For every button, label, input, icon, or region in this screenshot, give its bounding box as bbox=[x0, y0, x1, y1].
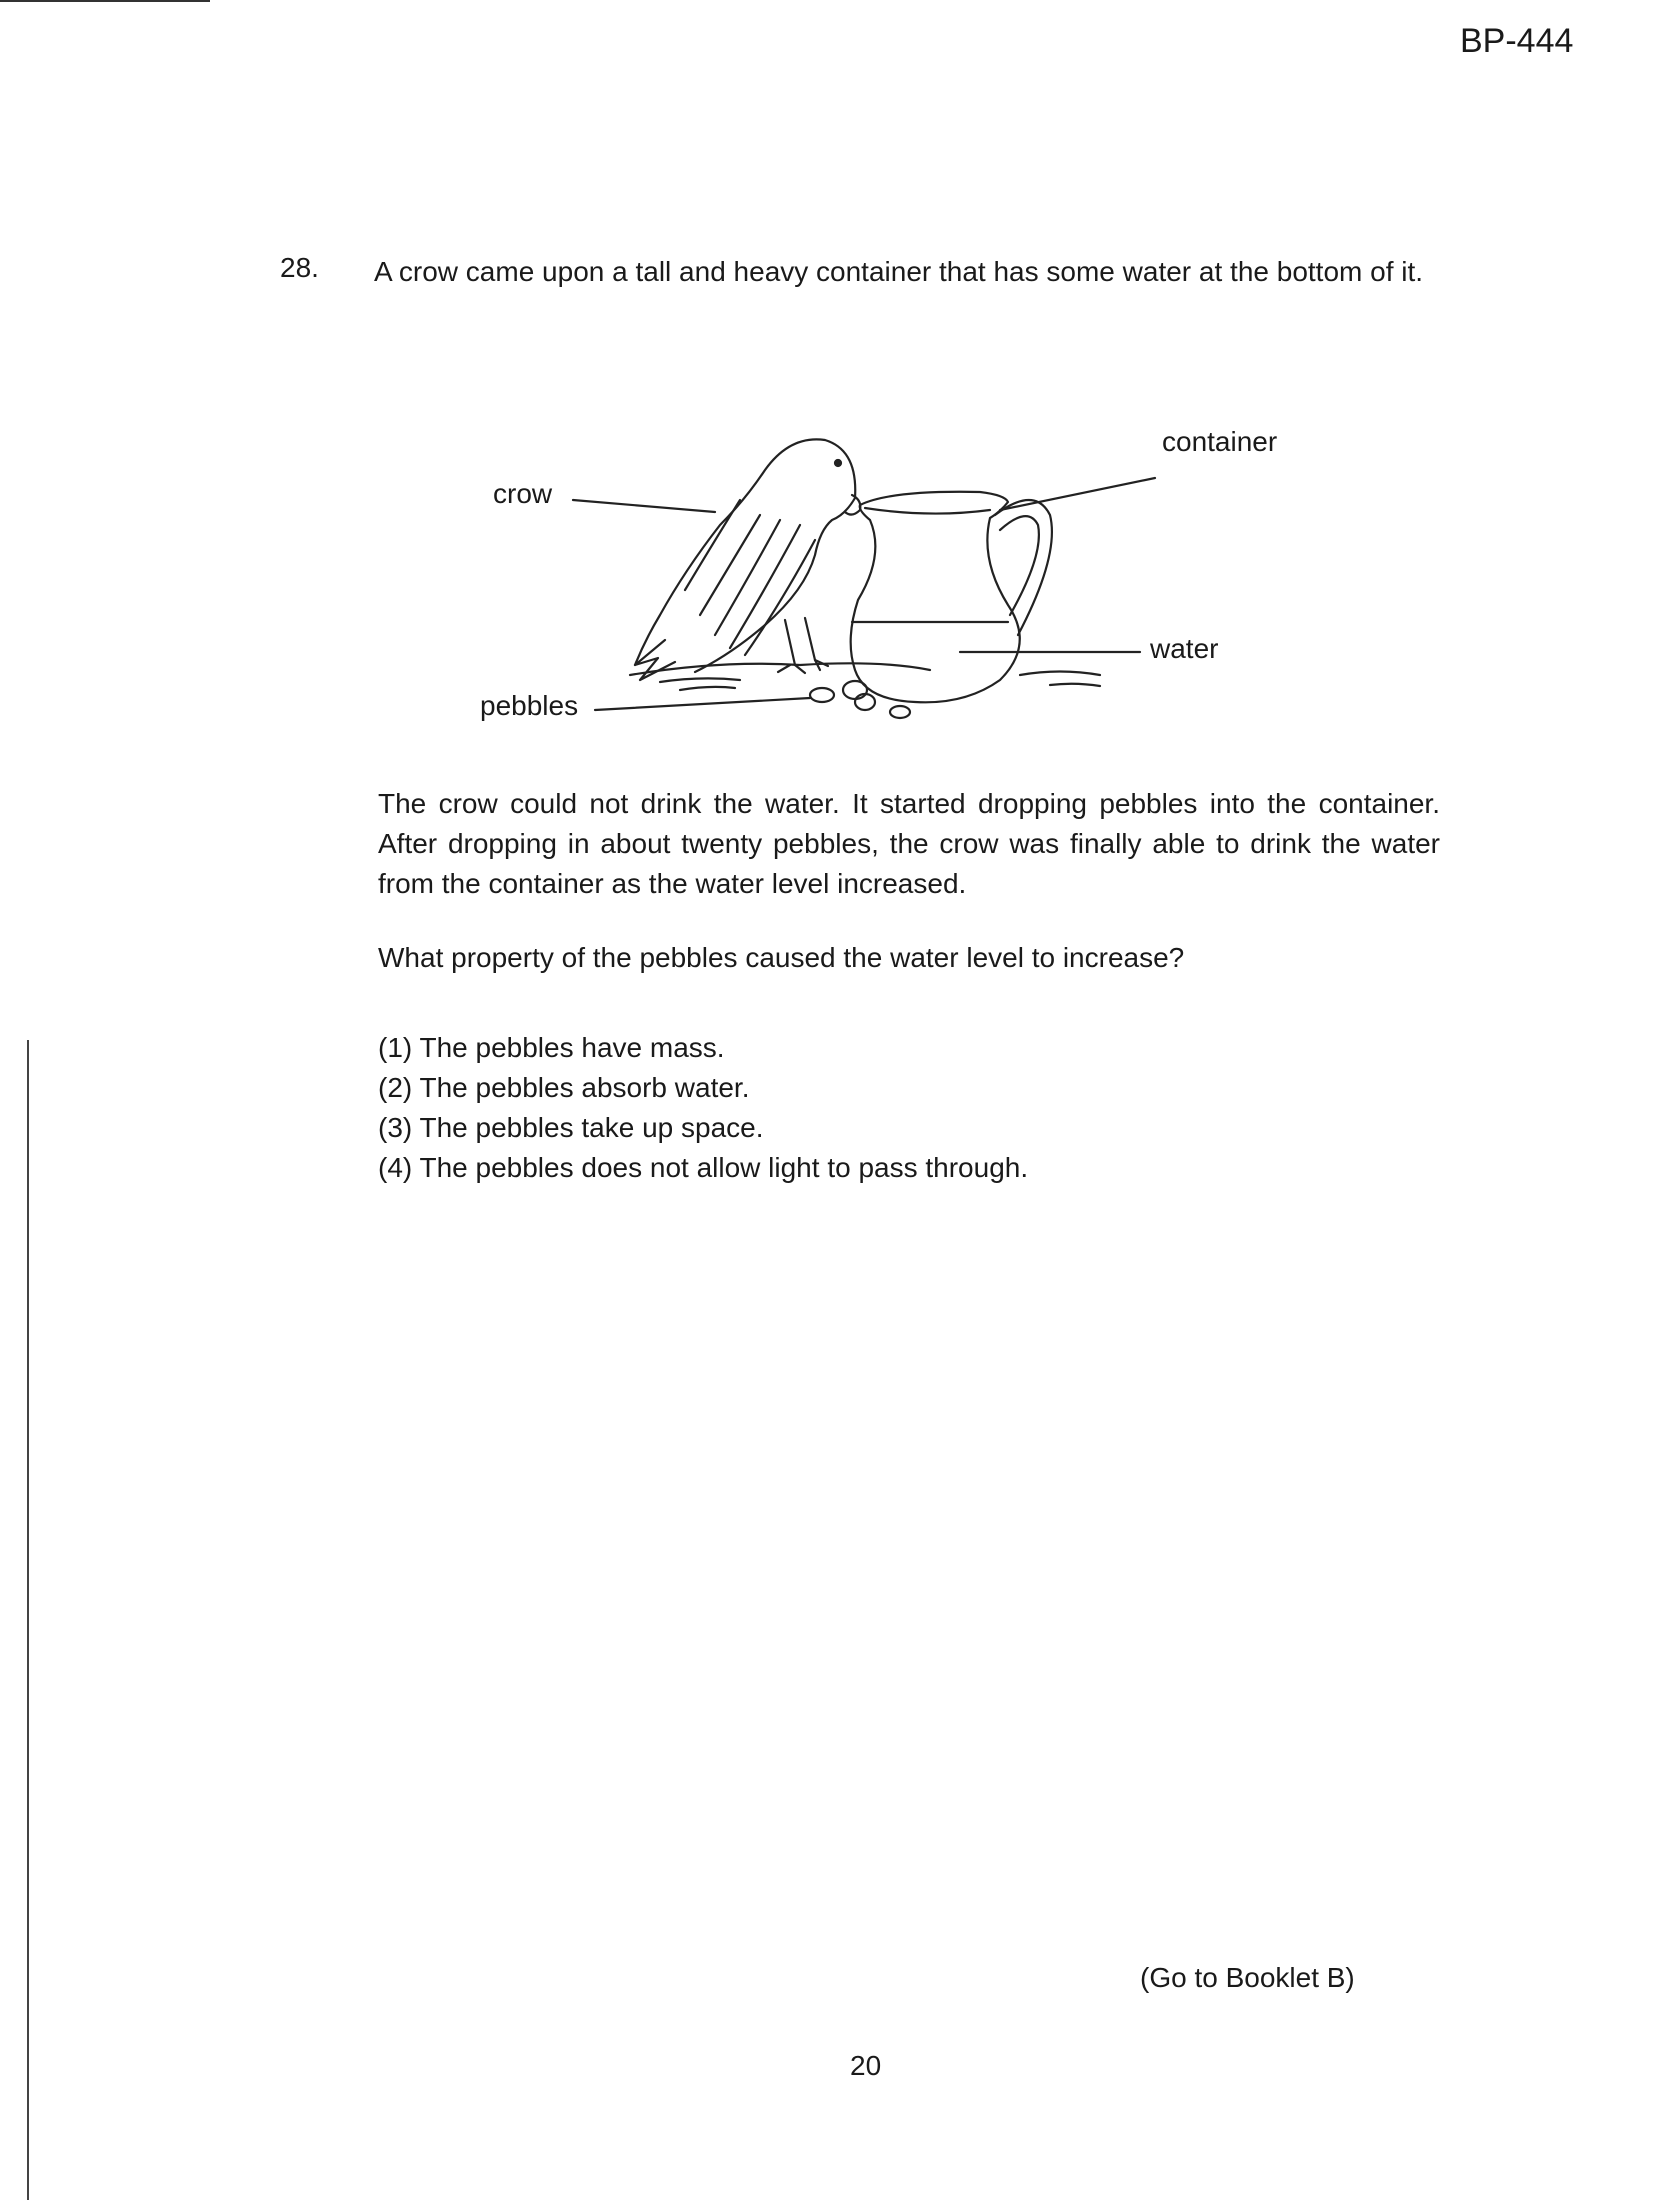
page-number: 20 bbox=[850, 2050, 882, 2081]
top-rule bbox=[0, 0, 210, 2]
label-container: container bbox=[1162, 426, 1278, 457]
option-2[interactable]: (2) The pebbles absorb water. bbox=[378, 1072, 750, 1103]
question-paragraph: The crow could not drink the water. It started dropping pebbles into the container. After dropping in about twenty pebbles, the crow was finally able to drink the water from the container as the water level increased. bbox=[378, 788, 1440, 899]
answer-options bbox=[378, 1028, 1028, 1188]
page-code: BP-444 bbox=[1460, 22, 1574, 60]
option-3[interactable]: (3) The pebbles take up space. bbox=[378, 1112, 764, 1143]
page-left-edge bbox=[27, 1040, 29, 2200]
question-stem: A crow came upon a tall and heavy container that has some water at the bottom of it. bbox=[374, 256, 1424, 287]
question-prompt: What property of the pebbles caused the water level to increase? bbox=[378, 942, 1185, 973]
label-water: water bbox=[1150, 633, 1219, 664]
label-crow: crow bbox=[493, 478, 553, 509]
option-1[interactable]: (1) The pebbles have mass. bbox=[378, 1032, 725, 1063]
go-to-booklet-instruction: (Go to Booklet B) bbox=[1140, 1962, 1355, 1993]
crow-container-figure bbox=[460, 390, 1340, 740]
option-4[interactable]: (4) The pebbles does not allow light to pass through. bbox=[378, 1152, 1029, 1183]
question-number: 28. bbox=[280, 252, 319, 283]
label-pebbles: pebbles bbox=[480, 690, 579, 721]
